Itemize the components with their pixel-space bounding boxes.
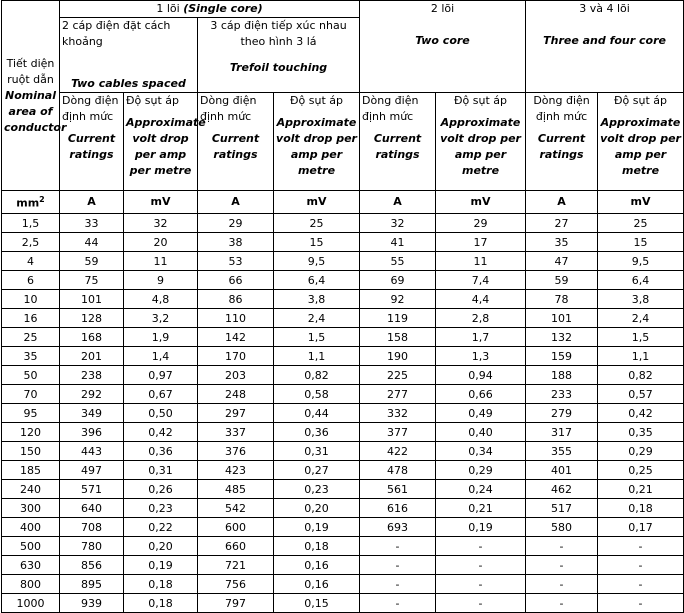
vdrop-header-1	[124, 93, 206, 191]
current-vi: Dòng điện định mức	[62, 94, 119, 123]
cell-current-trefoil: 142	[198, 328, 274, 347]
cell-current-three-four: 35	[526, 233, 598, 252]
cell-vdrop-trefoil: 1,5	[274, 328, 360, 347]
cell-current-two-core: 377	[360, 423, 436, 442]
cell-current-trefoil: 53	[198, 252, 274, 271]
cell-vdrop-trefoil: 0,16	[274, 575, 360, 594]
table-row	[2, 214, 684, 233]
cell-vdrop-spaced: 0,26	[124, 480, 198, 499]
cell-vdrop-three-four: 6,4	[598, 271, 684, 290]
three-four-core-header	[526, 1, 684, 93]
cell-current-two-core: 332	[360, 404, 436, 423]
vdrop-en: Approximate volt drop per amp per metre	[600, 116, 681, 177]
unit-current: A	[60, 191, 124, 214]
cell-current-three-four: 401	[526, 461, 598, 480]
size-header-cell	[2, 1, 67, 191]
cell-size: 630	[2, 556, 60, 575]
cell-current-three-four: 355	[526, 442, 598, 461]
cell-current-two-core: -	[360, 575, 436, 594]
table-row	[2, 309, 684, 328]
cell-vdrop-three-four: 25	[598, 214, 684, 233]
cell-current-trefoil: 38	[198, 233, 274, 252]
cell-current-trefoil: 66	[198, 271, 274, 290]
cell-vdrop-two-core: 11	[436, 252, 526, 271]
cell-size: 240	[2, 480, 60, 499]
cell-current-spaced: 59	[60, 252, 124, 271]
cell-vdrop-three-four: 3,8	[598, 290, 684, 309]
two-core-en: Two core	[415, 34, 470, 47]
cell-vdrop-spaced: 0,18	[124, 594, 198, 613]
cell-vdrop-spaced: 0,97	[124, 366, 198, 385]
vdrop-header-3	[436, 93, 526, 191]
cell-current-trefoil: 423	[198, 461, 274, 480]
cell-vdrop-three-four: 0,35	[598, 423, 684, 442]
cell-vdrop-trefoil: 0,18	[274, 537, 360, 556]
cell-vdrop-two-core: 1,3	[436, 347, 526, 366]
current-header-2	[198, 93, 274, 191]
cell-current-two-core: 561	[360, 480, 436, 499]
cell-vdrop-two-core: 0,94	[436, 366, 526, 385]
table-row	[2, 461, 684, 480]
vdrop-vi: Độ sụt áp	[290, 94, 343, 107]
cell-vdrop-spaced: 0,22	[124, 518, 198, 537]
cell-vdrop-trefoil: 0,23	[274, 480, 360, 499]
current-header-3	[360, 93, 436, 191]
table-row	[2, 347, 684, 366]
cell-vdrop-spaced: 1,4	[124, 347, 198, 366]
table-row	[2, 233, 684, 252]
cell-current-trefoil: 248	[198, 385, 274, 404]
cell-vdrop-two-core: -	[436, 556, 526, 575]
cell-size: 120	[2, 423, 60, 442]
cell-vdrop-spaced: 0,67	[124, 385, 198, 404]
cell-current-three-four: -	[526, 556, 598, 575]
cell-size: 800	[2, 575, 60, 594]
current-en: Current ratings	[67, 132, 116, 161]
cell-current-three-four: -	[526, 575, 598, 594]
cell-vdrop-three-four: 0,29	[598, 442, 684, 461]
cell-vdrop-three-four: 2,4	[598, 309, 684, 328]
cell-vdrop-spaced: 1,9	[124, 328, 198, 347]
cell-current-spaced: 571	[60, 480, 124, 499]
cell-vdrop-three-four: 0,42	[598, 404, 684, 423]
cell-current-three-four: 317	[526, 423, 598, 442]
units-row	[2, 191, 684, 214]
cell-current-two-core: 32	[360, 214, 436, 233]
table-row	[2, 290, 684, 309]
cell-vdrop-two-core: 1,7	[436, 328, 526, 347]
cell-current-spaced: 201	[60, 347, 124, 366]
cell-vdrop-spaced: 0,23	[124, 499, 198, 518]
table-row	[2, 480, 684, 499]
cell-vdrop-spaced: 0,31	[124, 461, 198, 480]
cell-vdrop-three-four: -	[598, 594, 684, 613]
cell-vdrop-trefoil: 0,27	[274, 461, 360, 480]
two-core-header	[360, 1, 526, 93]
cell-current-three-four: 159	[526, 347, 598, 366]
header-row-1	[2, 1, 684, 18]
trefoil-header	[198, 18, 360, 93]
cell-current-trefoil: 660	[198, 537, 274, 556]
cell-current-two-core: 190	[360, 347, 436, 366]
two-core-vi: 2 lõi	[430, 2, 455, 15]
cell-current-trefoil: 376	[198, 442, 274, 461]
cell-current-three-four: 47	[526, 252, 598, 271]
cell-vdrop-two-core: 0,66	[436, 385, 526, 404]
cell-vdrop-two-core: -	[436, 594, 526, 613]
table-row	[2, 594, 684, 613]
cell-vdrop-two-core: 17	[436, 233, 526, 252]
spaced-header	[60, 18, 198, 93]
cell-current-trefoil: 170	[198, 347, 274, 366]
vdrop-en: Approximate volt drop per amp per metre	[276, 116, 357, 177]
trefoil-vi: 3 cáp điện tiếp xúc nhau theo hình 3 lá	[210, 19, 347, 48]
cable-ratings-table	[1, 0, 684, 613]
cell-vdrop-trefoil: 1,1	[274, 347, 360, 366]
cell-vdrop-trefoil: 0,82	[274, 366, 360, 385]
current-en: Current ratings	[373, 132, 422, 161]
cell-current-spaced: 443	[60, 442, 124, 461]
cell-current-trefoil: 600	[198, 518, 274, 537]
three-four-core-en: Three and four core	[543, 34, 666, 47]
cell-vdrop-trefoil: 0,15	[274, 594, 360, 613]
cell-vdrop-trefoil: 0,58	[274, 385, 360, 404]
cell-current-two-core: 478	[360, 461, 436, 480]
cell-current-two-core: 225	[360, 366, 436, 385]
cell-current-spaced: 75	[60, 271, 124, 290]
cell-current-spaced: 939	[60, 594, 124, 613]
cell-vdrop-spaced: 0,20	[124, 537, 198, 556]
cell-current-spaced: 238	[60, 366, 124, 385]
cell-current-two-core: -	[360, 537, 436, 556]
cell-current-three-four: 101	[526, 309, 598, 328]
cell-current-three-four: 132	[526, 328, 598, 347]
cell-current-two-core: 158	[360, 328, 436, 347]
vdrop-header-4	[598, 93, 684, 191]
cell-current-spaced: 349	[60, 404, 124, 423]
cell-vdrop-trefoil: 3,8	[274, 290, 360, 309]
cell-size: 500	[2, 537, 60, 556]
cell-current-trefoil: 297	[198, 404, 274, 423]
cell-current-spaced: 101	[60, 290, 124, 309]
cell-vdrop-two-core: 0,19	[436, 518, 526, 537]
cell-current-spaced: 895	[60, 575, 124, 594]
cell-current-trefoil: 337	[198, 423, 274, 442]
cell-size: 2,5	[2, 233, 60, 252]
trefoil-en: Trefoil touching	[229, 61, 328, 74]
cell-size: 400	[2, 518, 60, 537]
cell-current-two-core: 616	[360, 499, 436, 518]
cell-vdrop-spaced: 4,8	[124, 290, 198, 309]
cell-current-spaced: 396	[60, 423, 124, 442]
cell-size: 35	[2, 347, 60, 366]
vdrop-vi: Độ sụt áp	[454, 94, 508, 107]
current-vi: Dòng điện định mức	[362, 94, 419, 123]
current-header-1	[60, 93, 124, 191]
cell-current-two-core: 422	[360, 442, 436, 461]
cell-size: 1000	[2, 594, 60, 613]
unit-vdrop: mV	[274, 191, 360, 214]
table-row	[2, 404, 684, 423]
cell-vdrop-two-core: 0,49	[436, 404, 526, 423]
cell-current-two-core: 119	[360, 309, 436, 328]
current-en: Current ratings	[537, 132, 586, 161]
table-row	[2, 442, 684, 461]
cell-size: 50	[2, 366, 60, 385]
cell-vdrop-trefoil: 0,36	[274, 423, 360, 442]
cell-vdrop-trefoil: 9,5	[274, 252, 360, 271]
cell-current-trefoil: 86	[198, 290, 274, 309]
cell-current-trefoil: 485	[198, 480, 274, 499]
cell-vdrop-spaced: 20	[124, 233, 198, 252]
cell-vdrop-trefoil: 2,4	[274, 309, 360, 328]
cell-vdrop-two-core: 4,4	[436, 290, 526, 309]
cell-size: 185	[2, 461, 60, 480]
cell-size: 95	[2, 404, 60, 423]
unit-size: $mm^2$	[2, 191, 60, 214]
cell-current-spaced: 497	[60, 461, 124, 480]
table-row	[2, 575, 684, 594]
cell-current-three-four: 279	[526, 404, 598, 423]
cell-vdrop-three-four: 0,25	[598, 461, 684, 480]
cell-current-two-core: -	[360, 594, 436, 613]
unit-vdrop: mV	[436, 191, 526, 214]
table-row	[2, 518, 684, 537]
cell-current-three-four: 59	[526, 271, 598, 290]
cell-current-three-four: 580	[526, 518, 598, 537]
cell-current-three-four: 78	[526, 290, 598, 309]
cell-vdrop-spaced: 0,18	[124, 575, 198, 594]
data-rows	[2, 214, 684, 613]
cell-vdrop-three-four: -	[598, 575, 684, 594]
single-core-en: (Single core)	[183, 2, 263, 15]
cell-vdrop-two-core: -	[436, 537, 526, 556]
cell-current-spaced: 44	[60, 233, 124, 252]
table-row	[2, 366, 684, 385]
table-row	[2, 328, 684, 347]
cell-vdrop-three-four: -	[598, 556, 684, 575]
single-core-header	[60, 1, 360, 18]
cell-vdrop-three-four: 1,1	[598, 347, 684, 366]
cell-vdrop-three-four: 15	[598, 233, 684, 252]
cell-current-trefoil: 29	[198, 214, 274, 233]
cell-current-trefoil: 203	[198, 366, 274, 385]
three-four-core-vi: 3 và 4 lõi	[579, 2, 630, 15]
cell-current-three-four: -	[526, 594, 598, 613]
cell-vdrop-trefoil: 6,4	[274, 271, 360, 290]
cell-current-trefoil: 797	[198, 594, 274, 613]
table-row	[2, 423, 684, 442]
size-label-en: Nominal area of conductor	[4, 88, 67, 134]
cell-vdrop-spaced: 9	[124, 271, 198, 290]
cell-size: 70	[2, 385, 60, 404]
cell-current-spaced: 708	[60, 518, 124, 537]
cell-size: 6	[2, 271, 60, 290]
cell-current-trefoil: 756	[198, 575, 274, 594]
unit-vdrop: mV	[124, 191, 198, 214]
cell-current-spaced: 640	[60, 499, 124, 518]
cell-current-two-core: 277	[360, 385, 436, 404]
table-row	[2, 556, 684, 575]
cell-vdrop-spaced: 32	[124, 214, 198, 233]
cell-size: 150	[2, 442, 60, 461]
cell-vdrop-two-core: 7,4	[436, 271, 526, 290]
table-row	[2, 499, 684, 518]
cell-current-two-core: 693	[360, 518, 436, 537]
cell-vdrop-spaced: 11	[124, 252, 198, 271]
cell-vdrop-trefoil: 0,20	[274, 499, 360, 518]
cell-current-three-four: 27	[526, 214, 598, 233]
cell-current-spaced: 856	[60, 556, 124, 575]
cell-vdrop-trefoil: 0,31	[274, 442, 360, 461]
cell-current-two-core: 69	[360, 271, 436, 290]
cell-current-two-core: 41	[360, 233, 436, 252]
cell-current-three-four: 517	[526, 499, 598, 518]
table-row	[2, 385, 684, 404]
cell-vdrop-two-core: 0,34	[436, 442, 526, 461]
cell-vdrop-spaced: 0,42	[124, 423, 198, 442]
cell-current-three-four: 233	[526, 385, 598, 404]
cell-vdrop-three-four: 0,21	[598, 480, 684, 499]
size-label-vi: Tiết diện ruột dẫn	[6, 56, 55, 86]
cell-size: 1,5	[2, 214, 60, 233]
cell-vdrop-two-core: 29	[436, 214, 526, 233]
cell-current-spaced: 128	[60, 309, 124, 328]
cell-size: 10	[2, 290, 60, 309]
spaced-en: Two cables spaced	[71, 77, 186, 90]
cell-vdrop-two-core: 2,8	[436, 309, 526, 328]
cell-vdrop-spaced: 3,2	[124, 309, 198, 328]
cell-vdrop-three-four: 1,5	[598, 328, 684, 347]
table-row	[2, 271, 684, 290]
cell-vdrop-trefoil: 0,19	[274, 518, 360, 537]
vdrop-en: Approximate volt drop per amp per metre	[440, 116, 521, 177]
header-row-3	[2, 93, 684, 191]
cell-vdrop-three-four: -	[598, 537, 684, 556]
cell-current-spaced: 33	[60, 214, 124, 233]
cell-vdrop-two-core: 0,29	[436, 461, 526, 480]
cell-vdrop-trefoil: 25	[274, 214, 360, 233]
vdrop-header-2	[274, 93, 360, 191]
cell-vdrop-three-four: 0,57	[598, 385, 684, 404]
cell-vdrop-three-four: 0,18	[598, 499, 684, 518]
cell-current-three-four: -	[526, 537, 598, 556]
cell-vdrop-three-four: 0,17	[598, 518, 684, 537]
vdrop-vi: Độ sụt áp	[126, 94, 179, 107]
cell-vdrop-two-core: 0,24	[436, 480, 526, 499]
cell-current-two-core: -	[360, 556, 436, 575]
current-vi: Dòng điện định mức	[533, 94, 590, 123]
table-row	[2, 537, 684, 556]
unit-current: A	[526, 191, 598, 214]
cell-size: 300	[2, 499, 60, 518]
cell-size: 4	[2, 252, 60, 271]
cell-vdrop-two-core: 0,40	[436, 423, 526, 442]
cell-current-two-core: 92	[360, 290, 436, 309]
cell-size: 25	[2, 328, 60, 347]
cell-current-trefoil: 721	[198, 556, 274, 575]
cell-size: 16	[2, 309, 60, 328]
table-row	[2, 252, 684, 271]
vdrop-vi: Độ sụt áp	[614, 94, 668, 107]
cell-current-three-four: 462	[526, 480, 598, 499]
cell-vdrop-two-core: 0,21	[436, 499, 526, 518]
cell-vdrop-spaced: 0,36	[124, 442, 198, 461]
current-vi: Dòng điện định mức	[200, 94, 257, 123]
cell-vdrop-trefoil: 0,16	[274, 556, 360, 575]
vdrop-en: Approximate volt drop per amp per metre	[126, 116, 206, 177]
unit-current: A	[360, 191, 436, 214]
cell-current-spaced: 168	[60, 328, 124, 347]
unit-vdrop: mV	[598, 191, 684, 214]
spaced-vi: 2 cáp điện đặt cách khoảng	[62, 19, 171, 48]
cell-vdrop-three-four: 0,82	[598, 366, 684, 385]
cell-vdrop-spaced: 0,50	[124, 404, 198, 423]
cell-vdrop-trefoil: 0,44	[274, 404, 360, 423]
cell-current-two-core: 55	[360, 252, 436, 271]
current-en: Current ratings	[211, 132, 260, 161]
cell-vdrop-spaced: 0,19	[124, 556, 198, 575]
cell-vdrop-trefoil: 15	[274, 233, 360, 252]
cell-current-spaced: 292	[60, 385, 124, 404]
current-header-4	[526, 93, 598, 191]
single-core-vi: 1 lõi	[156, 2, 180, 15]
cell-current-trefoil: 542	[198, 499, 274, 518]
cell-current-trefoil: 110	[198, 309, 274, 328]
cell-current-spaced: 780	[60, 537, 124, 556]
cell-vdrop-two-core: -	[436, 575, 526, 594]
unit-current: A	[198, 191, 274, 214]
cell-vdrop-three-four: 9,5	[598, 252, 684, 271]
cell-current-three-four: 188	[526, 366, 598, 385]
